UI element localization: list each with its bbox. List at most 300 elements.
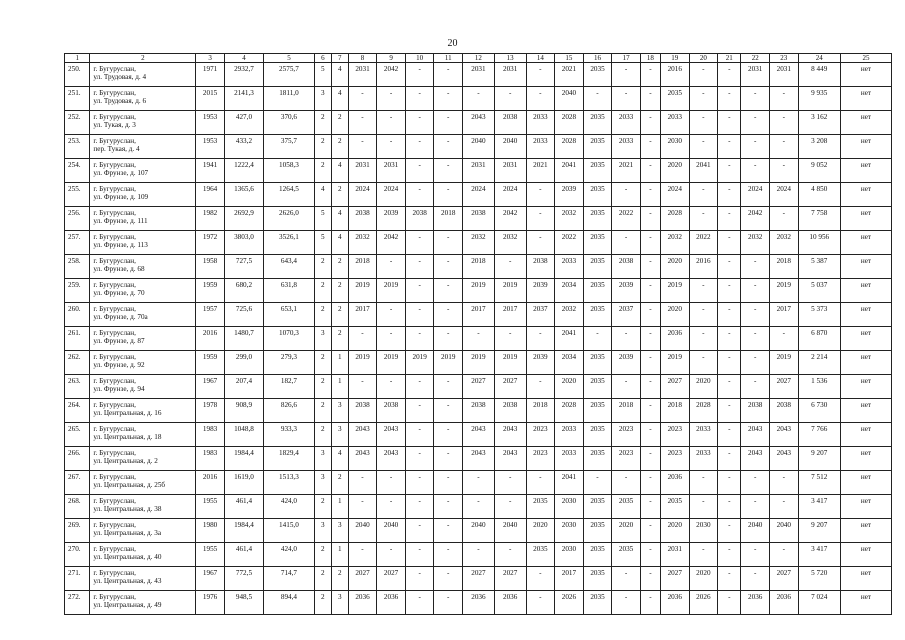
table-row [65, 159, 892, 183]
table-row [65, 111, 892, 135]
address-cell [90, 495, 196, 519]
address-cell [90, 567, 196, 591]
table-cell: 2020 [689, 567, 718, 591]
table-cell: 1 536 [798, 375, 840, 399]
table-cell: 1 [331, 351, 348, 375]
column-number-header: 19 [660, 54, 689, 63]
table-cell: 2035 [583, 591, 612, 615]
table-cell: 1984,4 [224, 447, 263, 471]
table-cell: - [718, 183, 741, 207]
table-row [65, 495, 892, 519]
table-cell: - [612, 183, 641, 207]
table-cell: - [741, 495, 770, 519]
table-cell: 1048,8 [224, 423, 263, 447]
address-city: г. Бугуруслан, [93, 233, 136, 241]
table-cell: 2040 [348, 519, 377, 543]
table-cell: 2018 [348, 255, 377, 279]
table-cell: 2031 [741, 63, 770, 87]
address-city: г. Бугуруслан, [93, 401, 136, 409]
table-cell: 2043 [463, 111, 495, 135]
table-cell: - [434, 279, 463, 303]
table-cell: 1415,0 [264, 519, 315, 543]
table-cell: нет [840, 111, 891, 135]
table-cell: 2016 [196, 471, 225, 495]
column-number-header: 16 [583, 54, 612, 63]
table-cell: 2033 [555, 423, 584, 447]
table-cell: 2019 [348, 279, 377, 303]
column-number-row [65, 54, 892, 63]
table-cell: 2031 [494, 159, 526, 183]
row-number: 272. [65, 591, 90, 615]
table-cell: 2024 [348, 183, 377, 207]
table-cell: 2020 [555, 375, 584, 399]
table-cell: 7 512 [798, 471, 840, 495]
table-cell: 2033 [612, 135, 641, 159]
address-city: г. Бугуруслан, [93, 569, 136, 577]
table-cell: 2035 [612, 543, 641, 567]
table-cell: - [463, 471, 495, 495]
table-cell: 2036 [463, 591, 495, 615]
table-cell: - [377, 255, 406, 279]
table-cell: 2019 [434, 351, 463, 375]
table-cell: 2692,9 [224, 207, 263, 231]
address-cell [90, 207, 196, 231]
table-cell: 2035 [583, 159, 612, 183]
table-cell: 2031 [770, 63, 799, 87]
table-cell: нет [840, 279, 891, 303]
table-row [65, 591, 892, 615]
table-cell: - [494, 495, 526, 519]
row-number: 254. [65, 159, 90, 183]
table-cell: - [770, 471, 799, 495]
table-cell: 2026 [689, 591, 718, 615]
table-cell: 2021 [612, 159, 641, 183]
address-cell [90, 543, 196, 567]
table-cell: 2038 [494, 399, 526, 423]
table-cell: 1619,0 [224, 471, 263, 495]
column-number-header: 9 [377, 54, 406, 63]
table-cell: 3 417 [798, 543, 840, 567]
table-cell: 2 [314, 543, 331, 567]
column-number-header: 17 [612, 54, 641, 63]
table-cell: 2 [314, 279, 331, 303]
table-cell: 2041 [555, 159, 584, 183]
address-cell [90, 375, 196, 399]
table-cell: - [718, 375, 741, 399]
table-cell: - [494, 327, 526, 351]
table-cell: - [405, 279, 434, 303]
table-cell: 3 208 [798, 135, 840, 159]
table-cell: 5 720 [798, 567, 840, 591]
table-cell: - [526, 591, 555, 615]
table-cell: - [405, 303, 434, 327]
table-cell: нет [840, 255, 891, 279]
table-cell: 2019 [660, 351, 689, 375]
table-cell: 2035 [583, 63, 612, 87]
table-cell: 2040 [377, 519, 406, 543]
table-cell: - [640, 447, 660, 471]
table-cell: - [689, 303, 718, 327]
table-cell: - [718, 447, 741, 471]
table-cell: 9 935 [798, 87, 840, 111]
table-cell: - [463, 543, 495, 567]
table-cell: - [434, 591, 463, 615]
table-cell: - [741, 543, 770, 567]
table-cell: 2 [331, 303, 348, 327]
address-street: ул. Фрунзе, д. 113 [93, 241, 148, 249]
address-street: ул. Центральная, д. 25б [93, 481, 166, 489]
table-cell: 3 [314, 447, 331, 471]
table-cell: - [770, 135, 799, 159]
table-cell: 2020 [526, 519, 555, 543]
table-cell: - [689, 111, 718, 135]
table-cell: 2030 [555, 519, 584, 543]
table-cell: 2040 [555, 87, 584, 111]
table-cell: нет [840, 591, 891, 615]
row-number: 267. [65, 471, 90, 495]
table-cell: нет [840, 63, 891, 87]
table-cell: 2027 [494, 567, 526, 591]
table-cell: 2043 [770, 447, 799, 471]
address-city: г. Бугуруслан, [93, 497, 136, 505]
table-cell: 2035 [583, 207, 612, 231]
table-cell: 279,3 [264, 351, 315, 375]
table-cell: 2042 [741, 207, 770, 231]
table-row [65, 63, 892, 87]
address-cell [90, 159, 196, 183]
table-cell: - [612, 231, 641, 255]
table-row [65, 255, 892, 279]
table-cell: 1513,3 [264, 471, 315, 495]
table-cell: 1959 [196, 279, 225, 303]
table-cell: 2038 [348, 207, 377, 231]
table-cell: 2020 [660, 255, 689, 279]
table-cell: 2035 [583, 279, 612, 303]
row-number: 255. [65, 183, 90, 207]
table-cell: 2021 [526, 159, 555, 183]
table-row [65, 303, 892, 327]
table-cell: 207,4 [224, 375, 263, 399]
table-cell: 2019 [660, 279, 689, 303]
table-cell: 5 037 [798, 279, 840, 303]
table-cell: 182,7 [264, 375, 315, 399]
table-cell: - [526, 231, 555, 255]
table-cell: - [640, 255, 660, 279]
table-cell: 2043 [770, 423, 799, 447]
table-cell: - [718, 135, 741, 159]
table-cell: 2 [314, 591, 331, 615]
table-cell: 2018 [770, 255, 799, 279]
table-cell: 2036 [660, 471, 689, 495]
table-cell: - [640, 423, 660, 447]
table-cell: 2034 [555, 351, 584, 375]
table-cell: - [741, 87, 770, 111]
table-cell: 2027 [660, 375, 689, 399]
table-cell: 2032 [741, 231, 770, 255]
table-cell: 2035 [660, 495, 689, 519]
table-cell: - [377, 111, 406, 135]
table-cell: 2034 [555, 279, 584, 303]
table-cell: - [583, 471, 612, 495]
row-number: 256. [65, 207, 90, 231]
table-cell: 2020 [660, 159, 689, 183]
table-cell: - [718, 567, 741, 591]
table-cell: - [741, 567, 770, 591]
table-cell: - [640, 351, 660, 375]
table-cell: - [405, 183, 434, 207]
table-cell: 2022 [612, 207, 641, 231]
table-cell: 2028 [555, 135, 584, 159]
table-cell: 2018 [434, 207, 463, 231]
table-row [65, 375, 892, 399]
table-cell: 2023 [612, 447, 641, 471]
table-cell: - [640, 399, 660, 423]
column-number-header: 23 [770, 54, 799, 63]
table-cell: 2023 [660, 447, 689, 471]
table-cell: - [718, 207, 741, 231]
address-city: г. Бугуруслан, [93, 185, 136, 193]
column-number-header: 8 [348, 54, 377, 63]
table-cell: - [494, 543, 526, 567]
table-cell: 2 [314, 399, 331, 423]
table-cell: 2035 [660, 87, 689, 111]
table-cell: 2033 [526, 111, 555, 135]
address-city: г. Бугуруслан, [93, 305, 136, 313]
table-cell: - [526, 375, 555, 399]
address-city: г. Бугуруслан, [93, 449, 136, 457]
table-cell: 2 [331, 327, 348, 351]
column-number-header: 3 [196, 54, 225, 63]
table-cell: - [689, 183, 718, 207]
table-cell: 2031 [463, 159, 495, 183]
table-cell: 2028 [689, 399, 718, 423]
table-cell: - [377, 495, 406, 519]
table-cell: 2036 [770, 591, 799, 615]
table-cell: 2027 [377, 567, 406, 591]
table-cell: 2027 [660, 567, 689, 591]
row-number: 261. [65, 327, 90, 351]
table-cell: 2033 [612, 111, 641, 135]
table-cell: - [405, 495, 434, 519]
table-cell: 2027 [770, 567, 799, 591]
table-cell: 4 [331, 87, 348, 111]
table-cell: - [770, 543, 799, 567]
table-cell: нет [840, 447, 891, 471]
table-cell: - [583, 87, 612, 111]
row-number: 253. [65, 135, 90, 159]
table-cell: 1967 [196, 567, 225, 591]
table-cell: 9 207 [798, 519, 840, 543]
table-cell: 2041 [555, 471, 584, 495]
table-cell: - [434, 471, 463, 495]
table-cell: 2141,3 [224, 87, 263, 111]
table-cell: 948,5 [224, 591, 263, 615]
table-cell: - [741, 303, 770, 327]
table-cell: 2023 [612, 423, 641, 447]
table-cell: 2035 [583, 375, 612, 399]
table-cell: 2023 [526, 423, 555, 447]
table-cell: 2031 [348, 159, 377, 183]
table-cell: 2020 [612, 519, 641, 543]
address-city: г. Бугуруслан, [93, 545, 136, 553]
column-number-header: 18 [640, 54, 660, 63]
table-cell: 2036 [348, 591, 377, 615]
table-cell: - [689, 495, 718, 519]
table-cell: - [526, 471, 555, 495]
table-cell: 2020 [689, 375, 718, 399]
table-row [65, 351, 892, 375]
address-city: г. Бугуруслан, [93, 89, 136, 97]
address-street: ул. Фрунзе, д. 70 [93, 289, 145, 297]
table-row [65, 519, 892, 543]
table-cell: - [377, 375, 406, 399]
address-cell [90, 87, 196, 111]
table-cell: - [640, 231, 660, 255]
table-cell: - [405, 87, 434, 111]
table-cell: - [640, 327, 660, 351]
table-cell: 908,9 [224, 399, 263, 423]
table-cell: 1957 [196, 303, 225, 327]
table-cell: - [348, 375, 377, 399]
table-cell: 2035 [583, 543, 612, 567]
table-cell: 2019 [377, 279, 406, 303]
table-cell: 2019 [348, 351, 377, 375]
table-cell: - [741, 471, 770, 495]
table-cell: 643,4 [264, 255, 315, 279]
table-cell: 2043 [377, 423, 406, 447]
table-cell: - [463, 327, 495, 351]
address-city: г. Бугуруслан, [93, 209, 136, 217]
table-cell: - [434, 399, 463, 423]
table-cell: 2032 [348, 231, 377, 255]
table-cell: - [434, 303, 463, 327]
address-cell [90, 183, 196, 207]
table-cell: - [526, 327, 555, 351]
table-row [65, 399, 892, 423]
row-number: 257. [65, 231, 90, 255]
table-cell: - [377, 543, 406, 567]
table-cell: 2027 [463, 567, 495, 591]
table-cell: 2035 [583, 255, 612, 279]
table-cell: - [741, 327, 770, 351]
column-number-header: 5 [264, 54, 315, 63]
table-cell: 4 [331, 231, 348, 255]
table-cell: 2039 [612, 279, 641, 303]
table-cell: - [405, 591, 434, 615]
table-cell: 2043 [463, 447, 495, 471]
table-cell: 1953 [196, 135, 225, 159]
table-cell: - [348, 111, 377, 135]
table-cell: 2039 [377, 207, 406, 231]
table-cell: - [640, 159, 660, 183]
table-cell: нет [840, 351, 891, 375]
table-cell: 2043 [741, 447, 770, 471]
table-cell: 2019 [405, 351, 434, 375]
table-cell: 2038 [526, 255, 555, 279]
table-cell: 1964 [196, 183, 225, 207]
table-cell: 1958 [196, 255, 225, 279]
table-cell: - [718, 63, 741, 87]
table-cell: 2042 [494, 207, 526, 231]
table-cell: 680,2 [224, 279, 263, 303]
table-cell: 2 [331, 183, 348, 207]
table-cell: - [348, 135, 377, 159]
table-cell: - [612, 375, 641, 399]
address-city: г. Бугуруслан, [93, 161, 136, 169]
address-cell [90, 63, 196, 87]
table-cell: 2027 [463, 375, 495, 399]
table-cell: 3 [331, 423, 348, 447]
table-cell: 826,6 [264, 399, 315, 423]
table-cell: - [405, 255, 434, 279]
table-cell: - [612, 471, 641, 495]
table-cell: - [494, 255, 526, 279]
table-cell: 1264,5 [264, 183, 315, 207]
table-cell: 6 870 [798, 327, 840, 351]
table-cell: 2038 [463, 399, 495, 423]
table-cell: 3 [314, 327, 331, 351]
column-number-header: 21 [718, 54, 741, 63]
table-cell: - [689, 351, 718, 375]
table-cell: - [770, 87, 799, 111]
address-cell [90, 423, 196, 447]
address-street: ул. Трудовая, д. 4 [93, 73, 147, 81]
table-cell: - [434, 231, 463, 255]
table-cell: - [689, 543, 718, 567]
table-cell: 1058,3 [264, 159, 315, 183]
column-number-header: 2 [90, 54, 196, 63]
address-street: ул. Центральная, д. 49 [93, 601, 162, 609]
table-cell: 2032 [555, 303, 584, 327]
table-cell: 3 [314, 471, 331, 495]
housing-register-table [64, 53, 892, 615]
table-row [65, 135, 892, 159]
table-cell: - [718, 591, 741, 615]
table-cell: 2042 [377, 63, 406, 87]
table-cell: - [434, 519, 463, 543]
table-cell: - [405, 519, 434, 543]
table-cell: - [770, 207, 799, 231]
table-cell: 2038 [405, 207, 434, 231]
table-cell: - [434, 567, 463, 591]
table-cell: 1811,0 [264, 87, 315, 111]
table-cell: 1971 [196, 63, 225, 87]
table-cell: 2038 [741, 399, 770, 423]
table-cell: нет [840, 567, 891, 591]
table-cell: - [640, 567, 660, 591]
table-cell: - [741, 375, 770, 399]
column-number-header: 24 [798, 54, 840, 63]
table-cell: 433,2 [224, 135, 263, 159]
table-cell: 2031 [348, 63, 377, 87]
table-cell: 933,3 [264, 423, 315, 447]
table-cell: - [640, 519, 660, 543]
address-city: г. Бугуруслан, [93, 377, 136, 385]
table-cell: 2028 [555, 111, 584, 135]
table-cell: - [526, 567, 555, 591]
table-cell: 2030 [689, 519, 718, 543]
table-cell: 427,0 [224, 111, 263, 135]
table-cell: - [718, 543, 741, 567]
table-cell: 2039 [612, 351, 641, 375]
table-cell: 2023 [660, 423, 689, 447]
address-street: пер. Тукая, д. 4 [93, 145, 140, 153]
address-city: г. Бугуруслан, [93, 113, 136, 121]
table-cell: - [405, 159, 434, 183]
column-number-header: 11 [434, 54, 463, 63]
table-cell: нет [840, 375, 891, 399]
table-cell: - [434, 135, 463, 159]
